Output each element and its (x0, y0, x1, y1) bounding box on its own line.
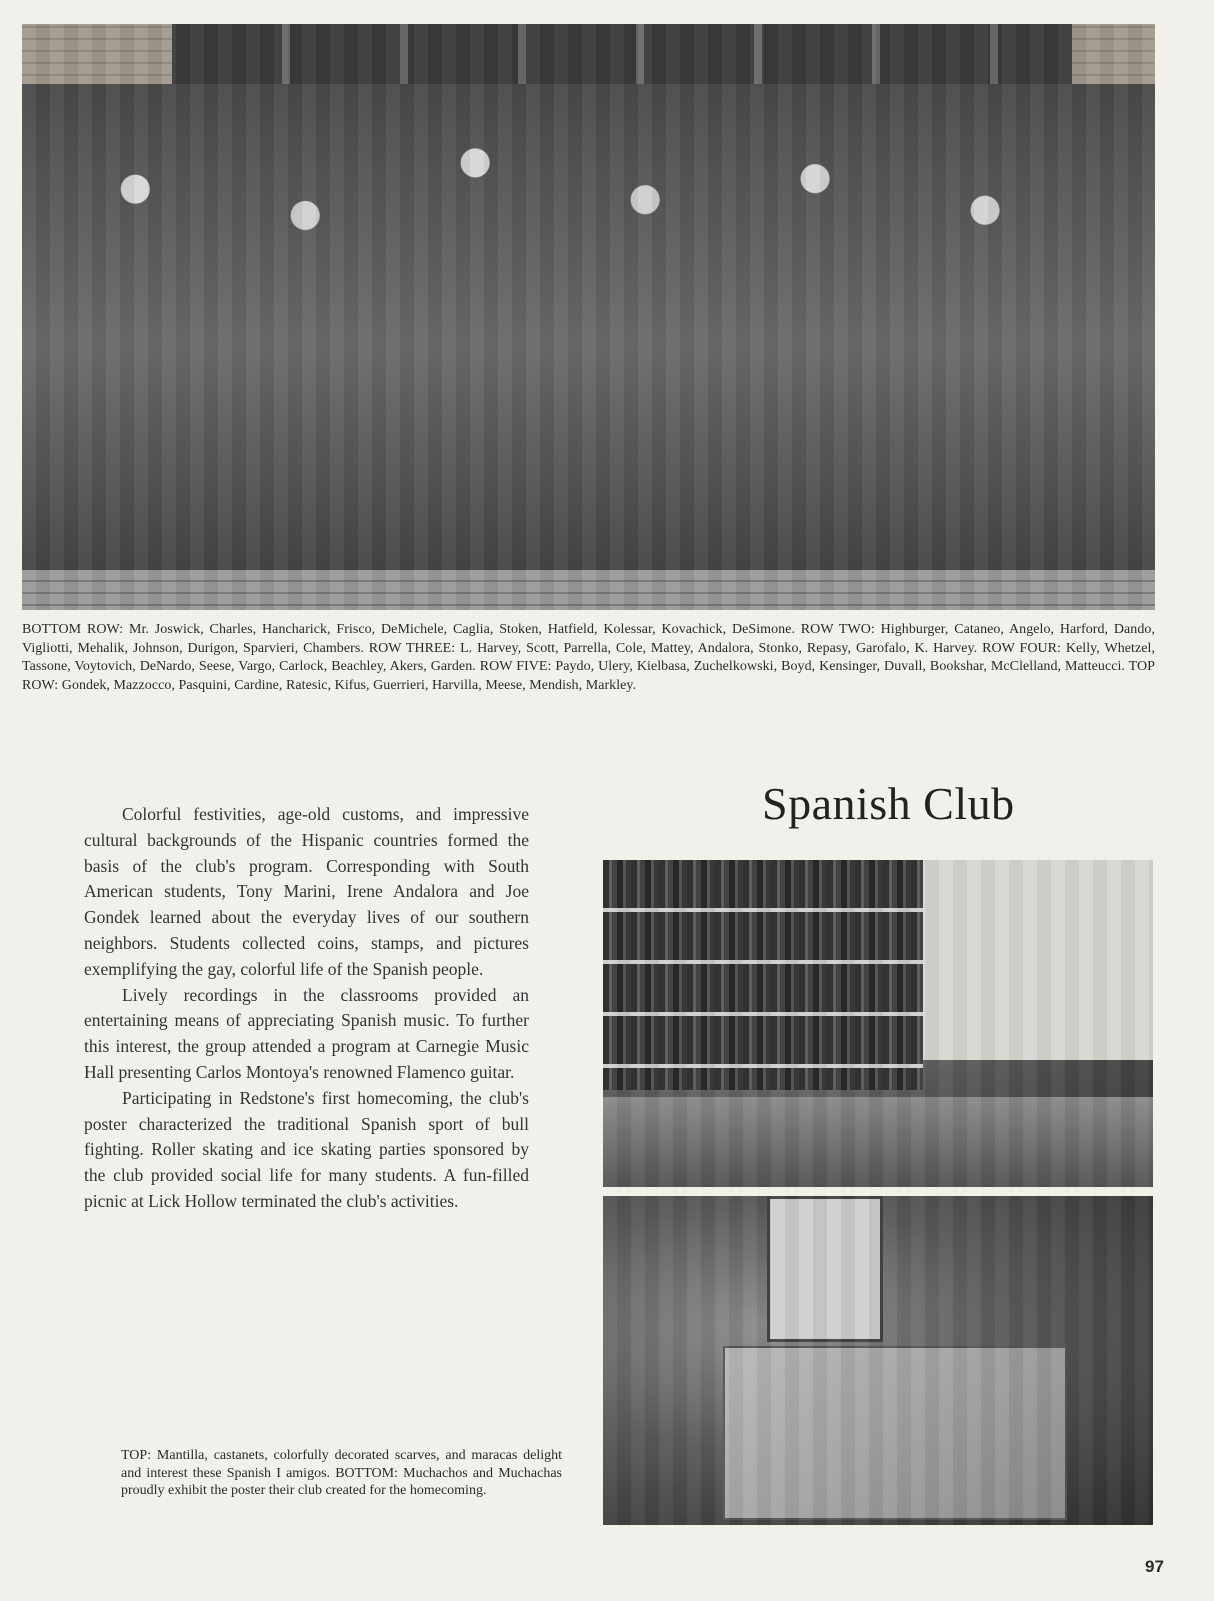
group-photo (22, 24, 1155, 610)
photos-caption: TOP: Mantilla, castanets, colorfully decorated scarves, and maracas delight and interest these Spanish I amigos. BOTTOM: Muchachos and Muchachas proudly exhibit the poster their club created for the homecoming. (121, 1448, 562, 1498)
article-body (84, 802, 529, 1215)
paragraph: Colorful festivities, age-old customs, and impressive cultural backgrounds of the Hispanic countries formed the basis of the club's program. Corresponding with South American students, Tony Marini, Irene Andalora and Joe Gondek learned about the everyday lives of our southern neighbors. Students collected coins, stamps, and pictures exemplifying the gay, colorful life of the Spanish people. (84, 804, 529, 979)
group-photo-caption: BOTTOM ROW: Mr. Joswick, Charles, Hancharick, Frisco, DeMichele, Caglia, Stoken, Hatfield, Kolessar, Kovachick, DeSimone. ROW TWO: Highburger, Cataneo, Angelo, Harford, Dando, Vigliotti, Mehalik, Johnson, Durigon, Sparvieri, Chambers. ROW THREE: L. Harvey, Scott, Parrella, Cole, Mattey, Andalora, Stonko, Repasy, Garofalo, K. Harvey. ROW FOUR: Kelly, Whetzel, Tassone, Voytovich, DeNardo, Seese, Vargo, Carlock, Beachley, Akers, Garden. ROW FIVE: Paydo, Ulery, Kielbasa, Zuchelkowski, Boyd, Kensinger, Duvall, Bookshar, McClelland, Matteucci. TOP ROW: Gondek, Mazzocco, Pasquini, Cardine, Ratesic, Kifus, Guerrieri, Harvilla, Meese, Mendish, Markley. (22, 622, 1155, 693)
page-title: Spanish Club (762, 778, 1015, 829)
bottom-photo (603, 1196, 1153, 1525)
top-photo (603, 860, 1153, 1187)
paragraph: Lively recordings in the classrooms provided an entertaining means of appreciating Spanish music. To further this interest, the group attended a program at Carnegie Music Hall presenting Carlos Montoya's renowned Flamenco guitar. (84, 984, 529, 1082)
paragraph: Participating in Redstone's first homecoming, the club's poster characterized the traditional Spanish sport of bull fighting. Roller skating and ice skating parties sponsored by the club provided social life for many students. A fun-filled picnic at Lick Hollow terminated the club's activities. (84, 1087, 529, 1211)
page-number: 97 (1145, 1557, 1164, 1576)
